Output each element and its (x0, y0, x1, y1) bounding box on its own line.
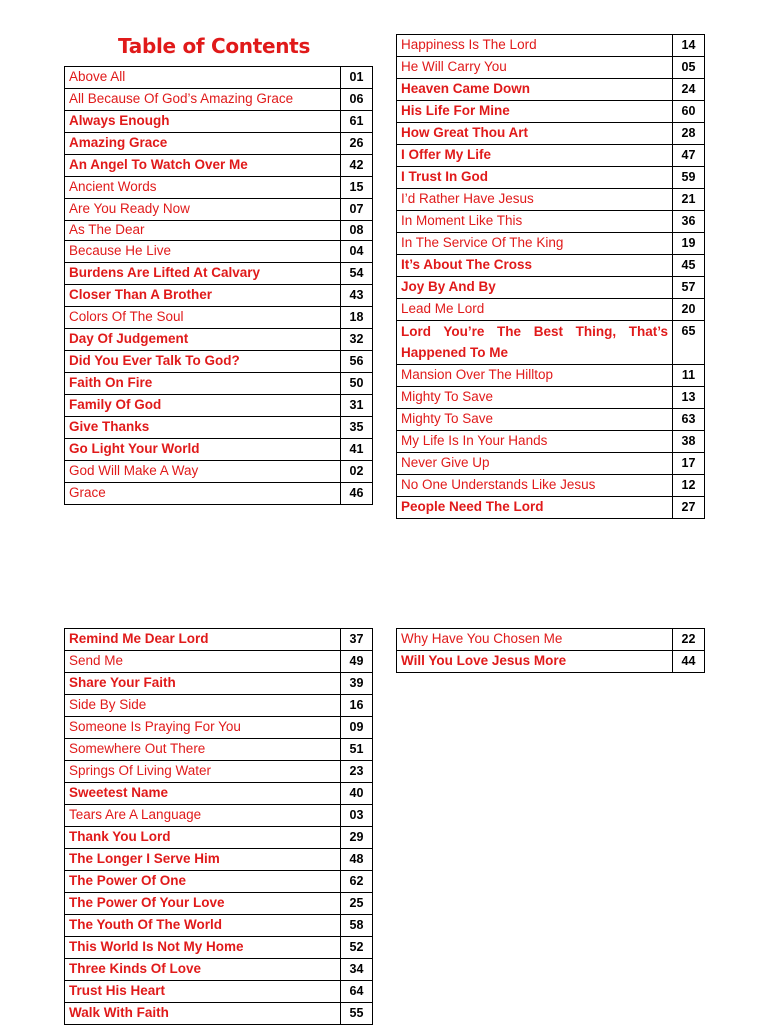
toc-row (397, 387, 705, 409)
song-title: Side By Side (65, 695, 341, 717)
toc-row (397, 299, 705, 321)
song-title: Mighty To Save (397, 387, 673, 409)
page-number: 58 (341, 915, 373, 937)
song-title: All Because Of God’s Amazing Grace (65, 89, 341, 111)
page-number: 42 (341, 155, 373, 177)
page-number: 28 (673, 123, 705, 145)
song-title: Colors Of The Soul (65, 307, 341, 329)
toc-row (65, 133, 373, 155)
page-number: 14 (673, 35, 705, 57)
song-title: Mighty To Save (397, 409, 673, 431)
song-title: The Longer I Serve Him (65, 849, 341, 871)
page-number: 01 (341, 67, 373, 89)
page-number: 29 (341, 827, 373, 849)
toc-row (65, 629, 373, 651)
toc-row (65, 395, 373, 417)
toc-row (397, 497, 705, 519)
song-title: God Will Make A Way (65, 461, 341, 483)
page-number: 11 (673, 365, 705, 387)
toc-row (397, 211, 705, 233)
toc-row (65, 461, 373, 483)
page-number: 34 (341, 959, 373, 981)
song-title: Mansion Over The Hilltop (397, 365, 673, 387)
toc-table (396, 34, 705, 519)
toc-row (65, 871, 373, 893)
toc-row (65, 351, 373, 373)
song-title: Give Thanks (65, 417, 341, 439)
toc-row (397, 321, 705, 365)
page-number: 38 (673, 431, 705, 453)
page-number: 62 (341, 871, 373, 893)
song-title: In Moment Like This (397, 211, 673, 233)
page-number: 18 (341, 307, 373, 329)
toc-row (65, 307, 373, 329)
song-title: Never Give Up (397, 453, 673, 475)
toc-row (397, 365, 705, 387)
song-title: Will You Love Jesus More (397, 651, 673, 673)
song-title: Go Light Your World (65, 439, 341, 461)
page-number: 32 (341, 329, 373, 351)
page-number: 36 (673, 211, 705, 233)
page-number: 41 (341, 439, 373, 461)
song-title: Share Your Faith (65, 673, 341, 695)
song-title: I’d Rather Have Jesus (397, 189, 673, 211)
song-title: He Will Carry You (397, 57, 673, 79)
toc-row (65, 155, 373, 177)
page-number: 59 (673, 167, 705, 189)
toc-row (65, 827, 373, 849)
song-title: An Angel To Watch Over Me (65, 155, 341, 177)
page-number: 37 (341, 629, 373, 651)
page-number: 60 (673, 101, 705, 123)
toc-row (65, 177, 373, 199)
song-title: Did You Ever Talk To God? (65, 351, 341, 373)
toc-row (65, 1003, 373, 1025)
song-title: Lead Me Lord (397, 299, 673, 321)
toc-row (65, 483, 373, 505)
song-title: Trust His Heart (65, 981, 341, 1003)
song-title: I Trust In God (397, 167, 673, 189)
toc-row (397, 453, 705, 475)
page-number: 49 (341, 651, 373, 673)
toc-row (65, 805, 373, 827)
toc-row (65, 673, 373, 695)
toc-row (397, 79, 705, 101)
song-title: In The Service Of The King (397, 233, 673, 255)
page-number: 64 (341, 981, 373, 1003)
toc-row (65, 893, 373, 915)
toc-row (397, 255, 705, 277)
page-number: 26 (341, 133, 373, 155)
toc-row (65, 241, 373, 263)
page-number: 52 (341, 937, 373, 959)
page-number: 06 (341, 89, 373, 111)
toc-row (397, 101, 705, 123)
toc-row (65, 849, 373, 871)
song-title: The Power Of One (65, 871, 341, 893)
song-title: Family Of God (65, 395, 341, 417)
page-number: 40 (341, 783, 373, 805)
toc-row (397, 189, 705, 211)
page-number: 02 (341, 461, 373, 483)
toc-row (397, 475, 705, 497)
page-number: 16 (341, 695, 373, 717)
page-number: 50 (341, 373, 373, 395)
toc-row (397, 409, 705, 431)
song-title: Why Have You Chosen Me (397, 629, 673, 651)
page-number: 19 (673, 233, 705, 255)
toc-table (396, 628, 705, 673)
page-number: 35 (341, 417, 373, 439)
page-number: 48 (341, 849, 373, 871)
page-number: 17 (673, 453, 705, 475)
song-title: Send Me (65, 651, 341, 673)
song-title: Burdens Are Lifted At Calvary (65, 263, 341, 285)
page-number: 08 (341, 221, 373, 241)
toc-row (65, 89, 373, 111)
toc-row (65, 937, 373, 959)
page-number: 21 (673, 189, 705, 211)
page-number: 63 (673, 409, 705, 431)
song-title: Lord You’re The Best Thing, That’s Happened To Me (397, 321, 673, 365)
page-number: 24 (673, 79, 705, 101)
song-title: Springs Of Living Water (65, 761, 341, 783)
toc-row (397, 123, 705, 145)
song-title: People Need The Lord (397, 497, 673, 519)
song-title: How Great Thou Art (397, 123, 673, 145)
song-title: Day Of Judgement (65, 329, 341, 351)
page-number: 61 (341, 111, 373, 133)
toc-row (65, 959, 373, 981)
toc-row (65, 417, 373, 439)
toc-table (64, 628, 373, 1025)
toc-row (397, 35, 705, 57)
song-title: The Power Of Your Love (65, 893, 341, 915)
song-title: I Offer My Life (397, 145, 673, 167)
page-number: 51 (341, 739, 373, 761)
song-title: His Life For Mine (397, 101, 673, 123)
toc-row (65, 199, 373, 221)
page-number: 03 (341, 805, 373, 827)
song-title: Ancient Words (65, 177, 341, 199)
song-title: Closer Than A Brother (65, 285, 341, 307)
toc-row (65, 981, 373, 1003)
song-title: As The Dear (65, 221, 341, 241)
toc-table (64, 66, 373, 505)
toc-row (65, 285, 373, 307)
toc-row (65, 221, 373, 241)
toc-row (65, 739, 373, 761)
page-number: 20 (673, 299, 705, 321)
page-number: 07 (341, 199, 373, 221)
toc-row (397, 57, 705, 79)
toc-row (65, 263, 373, 285)
toc-row (397, 145, 705, 167)
toc-row (65, 67, 373, 89)
toc-row (397, 629, 705, 651)
song-title: Someone Is Praying For You (65, 717, 341, 739)
page-number: 44 (673, 651, 705, 673)
song-title: Because He Live (65, 241, 341, 263)
page-number: 31 (341, 395, 373, 417)
song-title: It’s About The Cross (397, 255, 673, 277)
page-title: Table of Contents (118, 34, 311, 58)
page-number: 25 (341, 893, 373, 915)
toc-row (65, 111, 373, 133)
song-title: Walk With Faith (65, 1003, 341, 1025)
page-number: 15 (341, 177, 373, 199)
page-number: 54 (341, 263, 373, 285)
song-title: Are You Ready Now (65, 199, 341, 221)
page-number: 56 (341, 351, 373, 373)
page-number: 45 (673, 255, 705, 277)
song-title: Somewhere Out There (65, 739, 341, 761)
song-title: Tears Are A Language (65, 805, 341, 827)
page-number: 65 (673, 321, 705, 365)
page-number: 04 (341, 241, 373, 263)
toc-row (65, 783, 373, 805)
page-number: 27 (673, 497, 705, 519)
toc-row (397, 431, 705, 453)
page-number: 12 (673, 475, 705, 497)
toc-row (65, 915, 373, 937)
page-number: 05 (673, 57, 705, 79)
page-number: 23 (341, 761, 373, 783)
toc-row (65, 439, 373, 461)
toc-row (65, 695, 373, 717)
song-title: Sweetest Name (65, 783, 341, 805)
toc-row (65, 717, 373, 739)
song-title: Above All (65, 67, 341, 89)
toc-row (65, 651, 373, 673)
page-number: 13 (673, 387, 705, 409)
page-number: 57 (673, 277, 705, 299)
toc-row (397, 233, 705, 255)
song-title: Grace (65, 483, 341, 505)
song-title: This World Is Not My Home (65, 937, 341, 959)
page-number: 46 (341, 483, 373, 505)
song-title: The Youth Of The World (65, 915, 341, 937)
page-number: 43 (341, 285, 373, 307)
toc-row (397, 651, 705, 673)
toc-row (397, 277, 705, 299)
page-number: 47 (673, 145, 705, 167)
song-title: Joy By And By (397, 277, 673, 299)
song-title: Three Kinds Of Love (65, 959, 341, 981)
page-number: 22 (673, 629, 705, 651)
page-number: 55 (341, 1003, 373, 1025)
toc-row (397, 167, 705, 189)
toc-row (65, 761, 373, 783)
song-title: Happiness Is The Lord (397, 35, 673, 57)
song-title: Thank You Lord (65, 827, 341, 849)
song-title: Faith On Fire (65, 373, 341, 395)
song-title: My Life Is In Your Hands (397, 431, 673, 453)
song-title: No One Understands Like Jesus (397, 475, 673, 497)
song-title: Heaven Came Down (397, 79, 673, 101)
toc-row (65, 329, 373, 351)
song-title: Amazing Grace (65, 133, 341, 155)
page-number: 39 (341, 673, 373, 695)
song-title: Always Enough (65, 111, 341, 133)
toc-row (65, 373, 373, 395)
page-number: 09 (341, 717, 373, 739)
song-title: Remind Me Dear Lord (65, 629, 341, 651)
